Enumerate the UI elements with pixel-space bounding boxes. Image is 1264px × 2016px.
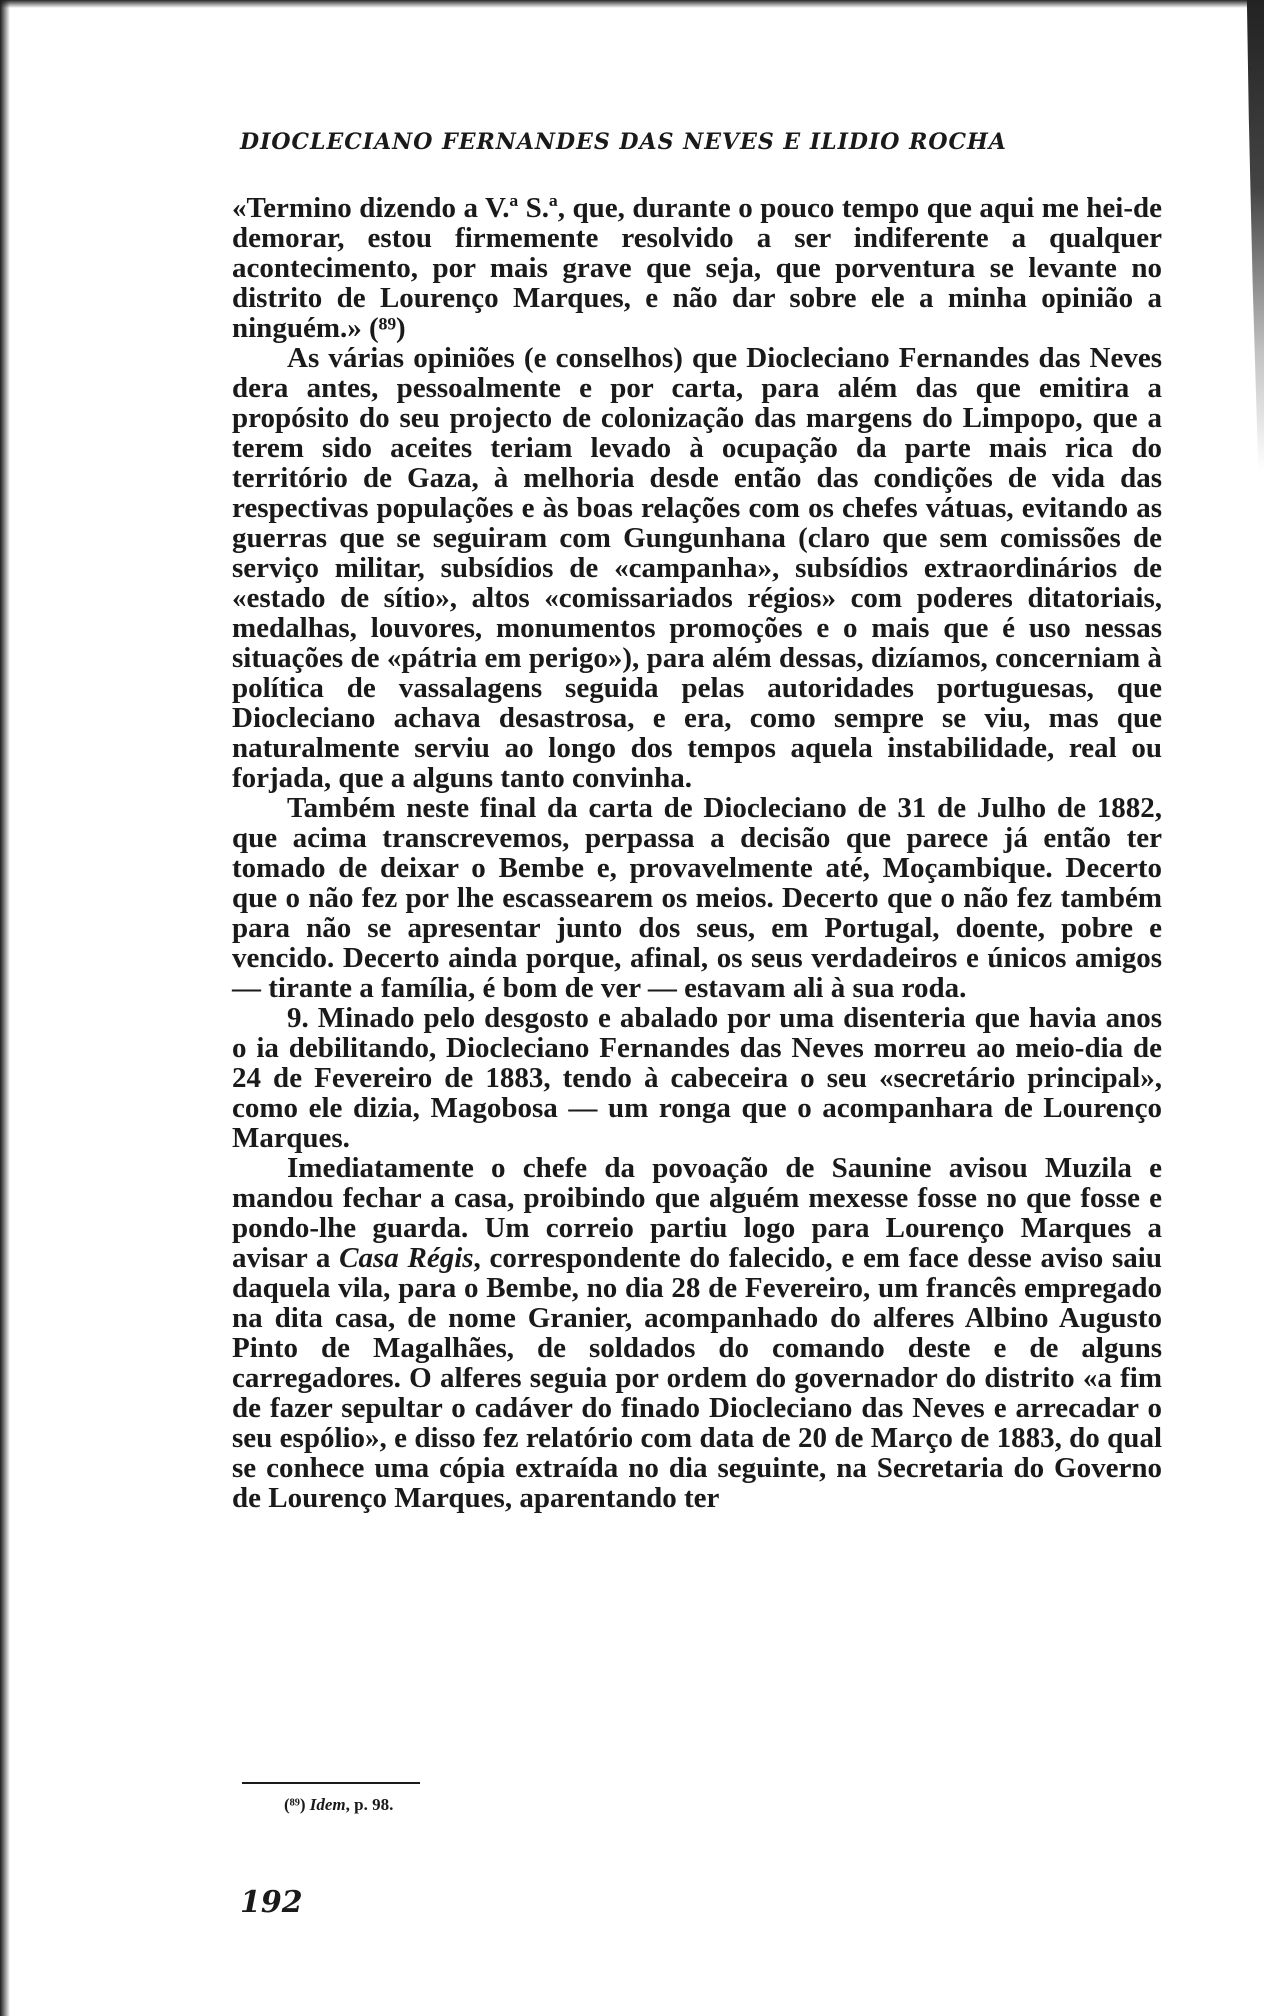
paragraph-1-text: «Termino dizendo a V.ª S.ª, que, durante o pouco tempo que aqui me hei-de demorar, estou firmemente resolvido a ser indiferente a qualquer acontecimento, por mais grave que seja, que porventura se levante no distrito de Lourenço Marques, e não dar sobre ele a minha opinião a ninguém.» [232, 192, 1162, 344]
scan-edge-left [0, 0, 10, 2016]
paragraph-5-text-b: , correspondente do falecido, e em face desse aviso saiu daquela vila, para o Bembe, no dia 28 de Fevereiro, um francês empregado na dita casa, de nome Granier, acompanhado do alferes Albino Augusto Pinto de Magalhães, de soldados do comando deste e de alguns carregadores. O alferes seguia por ordem do governador do distrito «a fim de fazer sepultar o cadáver do finado Diocleciano das Neves e arrecadar o seu espólio», e disso fez relatório com data de 20 de Março de 1883, do qual se conhece uma cópia extraída no dia seguinte, na Secretaria do Governo de Lourenço Marques, aparentando ter [232, 1242, 1162, 1514]
footnote-marker: (⁸⁹) [284, 1795, 306, 1814]
page-number: 192 [240, 1885, 303, 1920]
scan-edge-right [1226, 0, 1264, 470]
scan-edge-top [0, 0, 1264, 8]
footnote-rule [242, 1782, 420, 1784]
paragraph-3: Também neste final da carta de Diocleciano de 31 de Julho de 1882, que acima transcrevemos, perpassa a decisão que parece já então ter tomado de deixar o Bembe e, provavelmente até, Moçambique. Decerto que o não fez por lhe escassearem os meios. Decerto que o não fez também para não se apresentar junto dos seus, em Portugal, doente, pobre e vencido. Decerto ainda porque, afinal, os seus verdadeiros e únicos amigos — tirante a família, é bom de ver — estavam ali à sua roda. [232, 792, 1162, 1004]
footnote-reference: (⁸⁹) [368, 312, 406, 344]
body-text [232, 193, 1162, 1513]
footnote-page-ref: , p. 98. [345, 1795, 394, 1814]
paragraph-5-italic: Casa Régis [339, 1242, 474, 1274]
running-head: DIOCLECIANO FERNANDES DAS NEVES E ILIDIO ROCHA [240, 129, 1007, 155]
footnote-source: Idem [309, 1795, 346, 1814]
paragraph-2: As várias opiniões (e conselhos) que Diocleciano Fernandes das Neves dera antes, pessoalmente e por carta, para além das que emitira a propósito do seu projecto de colonização das margens do Limpopo, que a terem sido aceites teriam levado à ocupação da parte mais rica do território de Gaza, à melhoria desde então das condições de vida das respectivas populações e às boas relações com os chefes vátuas, evitando as guerras que se seguiram com Gungunhana (claro que sem comissões de serviço militar, subsídios de «campanha», subsídios extraordinários de «estado de sítio», altos «comissariados régios» com poderes ditatoriais, medalhas, louvores, monumentos promoções e o mais que é uso nessas situações de «pátria em perigo»), para além dessas, dizíamos, concerniam à política de vassalagens seguida pelas autoridades portuguesas, que Diocleciano achava desastrosa, e era, como sempre se viu, mas que naturalmente serviu ao longo dos tempos aquela instabilidade, real ou forjada, que a alguns tanto convinha. [232, 342, 1162, 794]
paragraph-5-text-a: Imediatamente o chefe da povoação de Saunine avisou Muzila e mandou fechar a casa, proibindo que alguém mexesse fosse no que fosse e pondo-lhe guarda. Um correio partiu logo para Lourenço Marques a avisar a [232, 1152, 1162, 1274]
paragraph-4: 9. Minado pelo desgosto e abalado por uma disenteria que havia anos o ia debilitando, Diocleciano Fernandes das Neves morreu ao meio-dia de 24 de Fevereiro de 1883, tendo à cabeceira o seu «secretário principal», como ele dizia, Magobosa — um ronga que o acompanhara de Lourenço Marques. [232, 1002, 1162, 1154]
footnote [284, 1794, 393, 1816]
paragraph-1 [232, 193, 1162, 343]
paragraph-5 [232, 1153, 1162, 1513]
